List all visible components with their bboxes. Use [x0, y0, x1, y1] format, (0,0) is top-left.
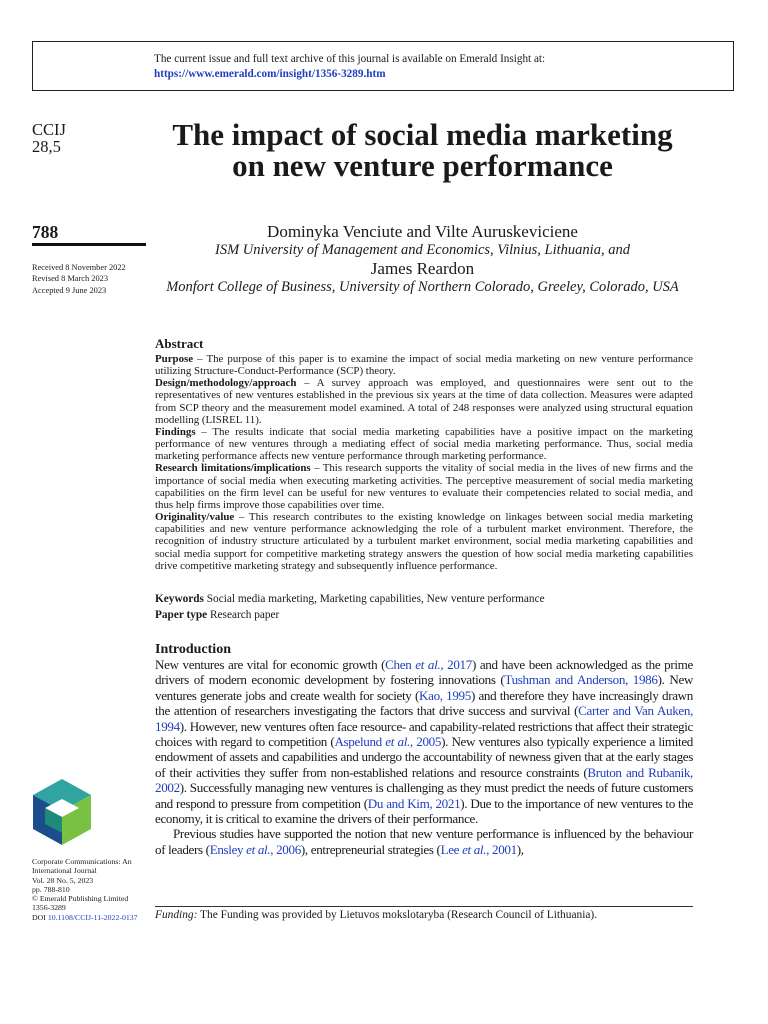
citation-link[interactable]: Tushman and Anderson, 1986 [504, 672, 658, 688]
doi-link[interactable]: 10.1108/CCIJ-11-2022-0137 [47, 912, 138, 922]
received-date: Received 8 November 2022 [32, 263, 126, 272]
citation-link[interactable]: Chen et al., 2017 [385, 657, 472, 672]
citation-link[interactable]: Aspelund et al., 2005 [334, 734, 442, 750]
affiliation-2: Monfort College of Business, University of Northern Colorado, Greeley, Colorado, USA [166, 279, 679, 295]
introduction-body [155, 657, 693, 857]
page-number: 788 [32, 222, 59, 242]
access-notice [154, 52, 545, 82]
crossref-logo-icon [31, 777, 93, 847]
accepted-date: Accepted 9 June 2023 [32, 285, 107, 295]
citation-link[interactable]: Ensley et al., 2006 [209, 841, 301, 857]
journal-abbr: CCIJ [32, 120, 66, 139]
sidebar-rule [32, 243, 146, 246]
funding-text: The Funding was provided by Lietuvos mokslotaryba (Research Council of Lithuania). [197, 909, 598, 921]
abstract-limitations: Research limitations/implications – This research supports the vitality of social media in the lives of new firms and the importance of social media when executing marketing activities. The perceptive measurement of social media marketing capabilities on the firm level can be useful for new ventures to evaluate their competencies related to social media, and thus help firms improve those capabilities over time. [155, 462, 694, 511]
volume-issue: 28,5 [32, 137, 61, 156]
citation-journal-2: International Journal [32, 866, 97, 876]
journal-url-link[interactable]: https://www.emerald.com/insight/1356-3289.htm [154, 68, 386, 80]
author-line-2: James Reardon [370, 259, 475, 278]
abstract-heading: Abstract [155, 336, 204, 351]
keywords-block [155, 591, 693, 623]
keywords-line [155, 591, 693, 607]
paper-type-label: Paper type [155, 609, 208, 621]
intro-paragraph-2: Previous studies have supported the notion that new venture performance is influenced by the behaviour of leaders (Ensley et al., 2006), entrepreneurial strategies (Lee et al., 2001), [155, 826, 693, 857]
citation-volume: Vol. 28 No. 5, 2023 [32, 875, 94, 885]
abstract-design: Design/methodology/approach – A survey approach was employed, and questionnaires were sent out to the representatives of new ventures established in the previous six years at the time of data collection. Measures were adapted from SCP theory and the measurement model examined. A total of 248 responses were analyzed using structural equation modelling (LISREL 11). [155, 377, 693, 426]
author-line-1: Dominyka Venciute and Vilte Auruskeviciene [267, 222, 578, 241]
abstract-findings: Findings – The results indicate that social media marketing capabilities have a positive impact on the marketing performance of new ventures through a mediating effect of social media marketing performance. Thus, social media marketing performance affects new venture performance through marketing performance. [155, 425, 693, 463]
abstract-purpose: Purpose – The purpose of this paper is to examine the impact of social media marketing on new venture performance utilizing Structure-Conduct-Performance (SCP) theory. [155, 353, 693, 378]
introduction-heading: Introduction [155, 642, 231, 657]
history-dates [32, 262, 150, 296]
keywords-label: Keywords [155, 593, 204, 605]
authors-block [155, 222, 690, 296]
citation-pages: pp. 788-810 [32, 884, 70, 894]
abstract-body [155, 353, 693, 572]
journal-id [32, 121, 150, 155]
access-notice-text: The current issue and full text archive of this journal is available on Emerald Insight at: [154, 53, 546, 65]
intro-paragraph-1: New ventures are vital for economic growth (Chen et al., 2017) and have been acknowledged as the prime drivers of modern economic development by fostering innovations (Tushman and Anderson, 1986). New ventures generate jobs and create wealth for society (Kao, 1995) and therefore they have increasingly drawn the attention of researchers investigating the factors that drive success and survival (Carter and Van Auken, 1994). However, new ventures often face resource- and capability-related restrictions that affect their strategic choices with regard to competition (Aspelund et al., 2005). New ventures also typically experience a limited endowment of assets and capabilities and undergo the accountability of newness given that at the early stages of their activities they suffer from non-established relations and resource constraints (Bruton and Rubanik, 2002). Successfully managing new ventures is challenging as they must predict the needs of future customers and respond to pressure from competition (Du and Kim, 2021). Due to the importance of new ventures to the economy, it is critical to examine the drivers of their performance. [155, 657, 694, 827]
citation-link[interactable]: Lee et al., 2001 [440, 841, 517, 857]
citation-link[interactable]: Bruton and Rubanik, 2002 [155, 764, 693, 796]
citation-link[interactable]: Du and Kim, 2021 [367, 795, 461, 811]
footnote-rule [155, 906, 693, 907]
paper-type-text: Research paper [207, 609, 280, 621]
citation-issn: 1356-3289 [32, 903, 66, 913]
abstract-originality: Originality/value – This research contributes to the existing knowledge on linkages between social media marketing capabilities and new venture performance acknowledging the role of a turbulent market environment. Therefore, the recognition of industry structure articulated by a turbulent market environment, social media marketing capabilities and social media support for competitive marketing strategy answers the question of how social media marketing capabilities drive competitive marketing strategy and subsequently influence performance. [155, 511, 693, 572]
article-title: The impact of social media marketing on new venture performance [172, 117, 673, 183]
revised-date: Revised 8 March 2023 [32, 274, 109, 284]
citation-block [32, 857, 150, 922]
citation-doi [32, 913, 150, 922]
keywords-text: Social media marketing, Marketing capabilities, New venture performance [203, 593, 545, 605]
paper-type-line [155, 607, 693, 623]
citation-link[interactable]: Kao, 1995 [419, 687, 471, 703]
citation-link[interactable]: Carter and Van Auken, 1994 [155, 703, 693, 734]
citation-copyright: © Emerald Publishing Limited [32, 894, 129, 904]
doi-label: DOI [32, 912, 46, 922]
funding-label: Funding: [155, 909, 198, 921]
citation-journal-1: Corporate Communications: An [32, 857, 132, 866]
affiliation-1: ISM University of Management and Economics, Vilnius, Lithuania, and [215, 242, 630, 258]
funding-footnote [155, 909, 597, 921]
